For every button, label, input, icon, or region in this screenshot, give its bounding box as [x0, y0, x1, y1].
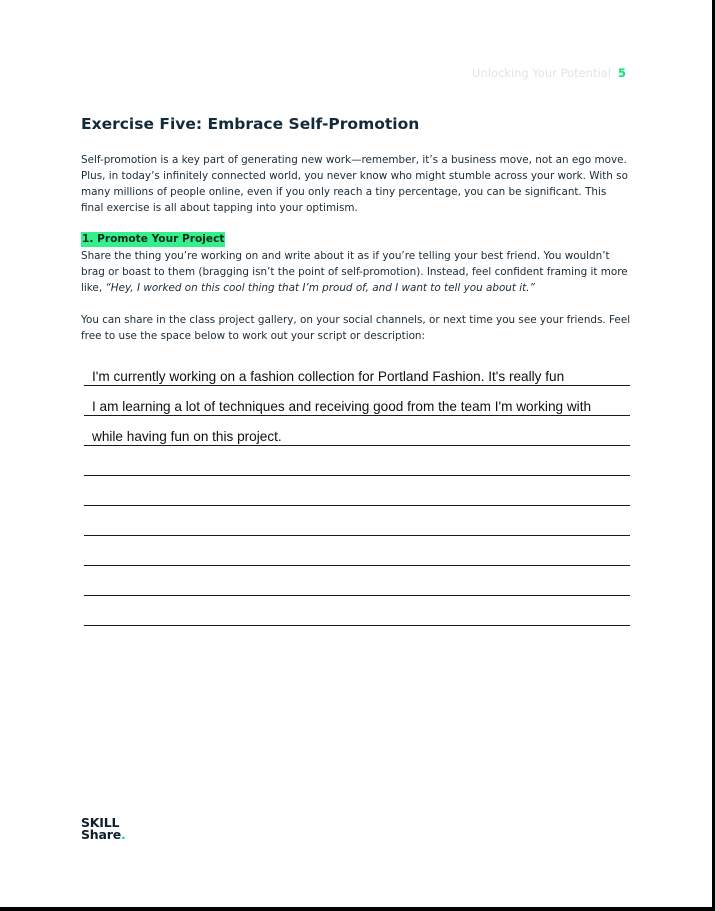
running-title: Unlocking Your Potential	[472, 66, 611, 80]
running-header	[472, 66, 626, 80]
gallery-paragraph: You can share in the class project gallery, on your social channels, or next time you see your friends. Feel free to use the space below to work out your script or description:	[81, 314, 631, 342]
page-number: 5	[617, 66, 626, 80]
exercise-title: Exercise Five: Embrace Self-Promotion	[81, 115, 420, 133]
response-line[interactable]	[84, 386, 630, 416]
section-heading: 1. Promote Your Project	[82, 233, 225, 245]
response-line[interactable]	[84, 566, 630, 596]
response-area[interactable]	[84, 356, 630, 626]
response-line[interactable]	[84, 506, 630, 536]
response-line[interactable]	[84, 476, 630, 506]
share-body: Share the thing you’re working on and write about it as if you’re telling your best friend. You wouldn’t brag or boast to them (bragging isn’t the point of self-promotion). Instead, feel confident framing it more like,	[81, 250, 628, 294]
logo-dot: .	[120, 827, 126, 842]
response-line[interactable]	[84, 416, 630, 446]
intro-paragraph: Self-promotion is a key part of generating new work—remember, it’s a business move, not an ego move. Plus, in today’s infinitely connected world, you never know who might stumble across your work. With so many millions of people online, even if you only reach a tiny percentage, you can be significant. This final exercise is all about tapping into your optimism.	[81, 154, 628, 214]
logo-line-1: SKILL	[81, 815, 120, 830]
logo-line-2: Share	[81, 827, 121, 842]
share-quote: “Hey, I worked on this cool thing that I’m proud of, and I want to tell you about it.”	[105, 282, 535, 294]
response-text: while having fun on this project.	[92, 429, 282, 444]
response-text: I am learning a lot of techniques and receiving good from the team I'm working with	[92, 399, 592, 414]
share-paragraph	[81, 248, 631, 296]
response-line[interactable]	[84, 536, 630, 566]
response-line[interactable]	[84, 356, 630, 386]
response-text: I'm currently working on a fashion collection for Portland Fashion. It's really fun	[92, 369, 565, 384]
skillshare-logo	[81, 817, 126, 841]
response-line[interactable]	[84, 446, 630, 476]
response-line[interactable]	[84, 596, 630, 626]
